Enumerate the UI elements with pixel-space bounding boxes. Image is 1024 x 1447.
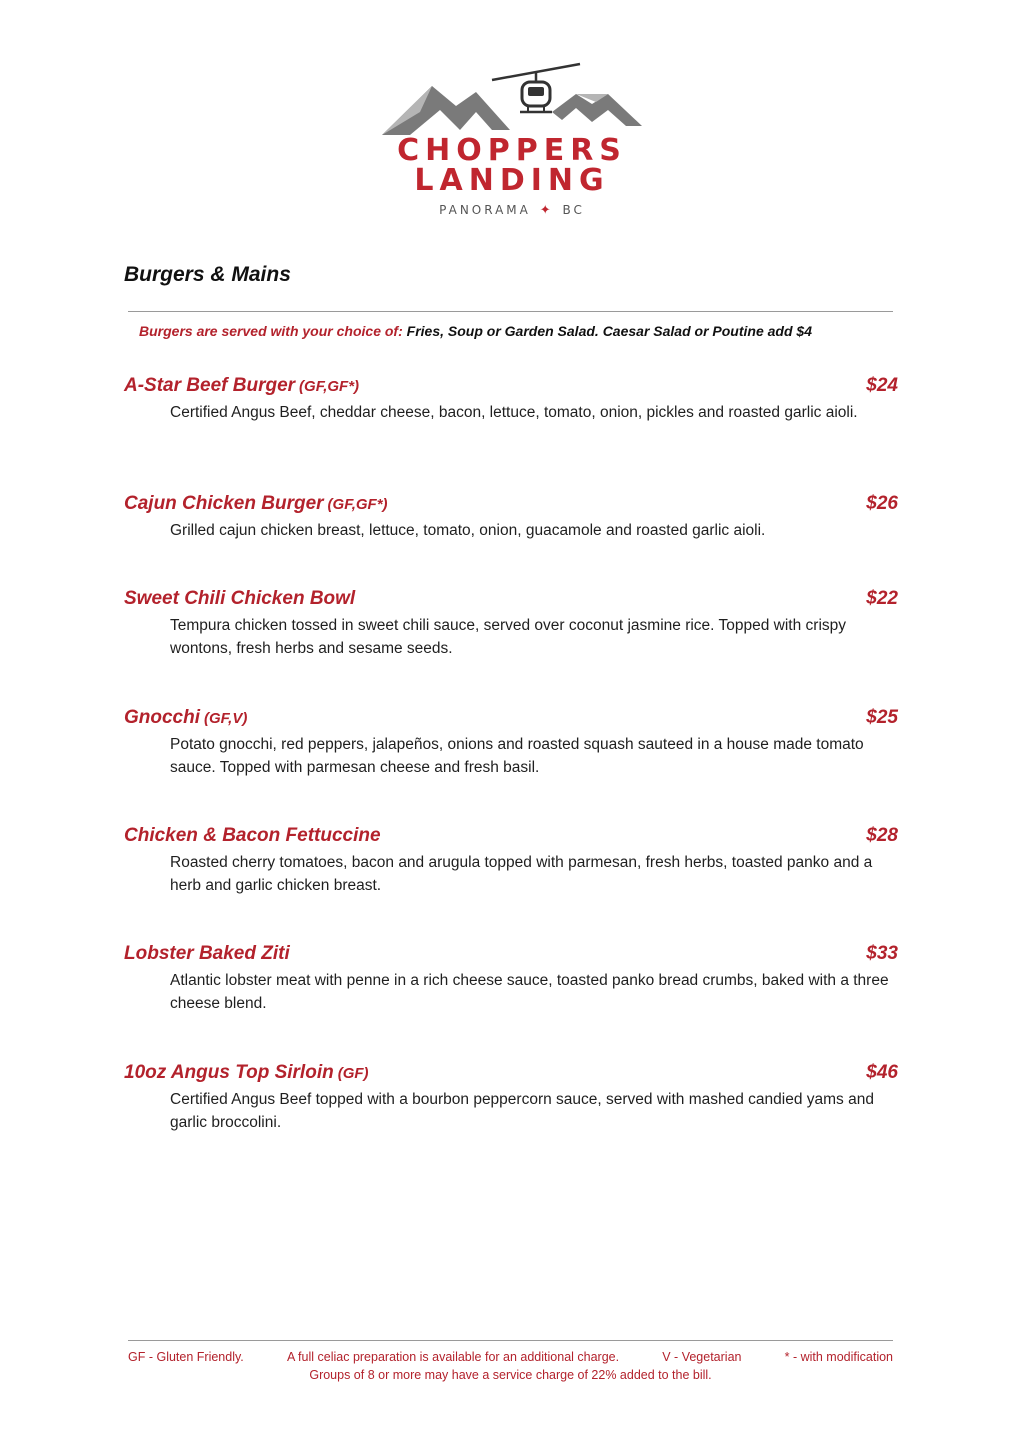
restaurant-logo [380, 60, 644, 220]
menu-item [124, 375, 898, 424]
serving-note-lead: Burgers are served with your choice of: [139, 323, 403, 339]
mountain-helicopter-icon [380, 60, 644, 140]
menu-item-description: Potato gnocchi, red peppers, jalapeños, onions and roasted squash sauteed in a house made tomato sauce. Topped with parmesan cheese and fresh basil. [170, 736, 864, 776]
menu-item-header [124, 375, 898, 399]
menu-item-price: $46 [866, 1062, 898, 1083]
brand-name-line2: LANDING [414, 163, 610, 198]
menu-item-name: 10oz Angus Top Sirloin [124, 1062, 334, 1083]
menu-item-description: Certified Angus Beef, cheddar cheese, bacon, lettuce, tomato, onion, pickles and roasted garlic aioli. [170, 404, 858, 421]
footer-mod-note: * - with modification [784, 1350, 893, 1364]
brand-name-line1: CHOPPERS [397, 133, 627, 168]
menu-item-tags: (GF) [337, 1065, 369, 1082]
footer-gf-note: GF - Gluten Friendly. [128, 1350, 244, 1364]
serving-note [139, 323, 812, 339]
menu-item-description: Tempura chicken tossed in sweet chili sauce, served over coconut jasmine rice. Topped with crispy wontons, fresh herbs and sesame seeds. [170, 617, 847, 657]
footer-veg-note: V - Vegetarian [662, 1350, 742, 1364]
menu-item-price: $28 [866, 825, 898, 846]
menu-item-description: Roasted cherry tomatoes, bacon and arugula topped with parmesan, fresh herbs, toasted panko and a herb and garlic chicken breast. [170, 854, 873, 894]
menu-item-tags: (GF,GF*) [327, 496, 388, 513]
menu-item-price: $24 [866, 375, 898, 396]
menu-item [124, 825, 898, 897]
brand-location-right: BC [562, 203, 585, 217]
menu-item [124, 943, 898, 1015]
menu-item-name: Lobster Baked Ziti [124, 943, 290, 964]
footer-divider [128, 1340, 893, 1341]
menu-item-description: Atlantic lobster meat with penne in a rich cheese sauce, toasted panko bread crumbs, baked with a three cheese blend. [170, 972, 889, 1012]
menu-item [124, 1062, 898, 1134]
footer-groups-note: Groups of 8 or more may have a service charge of 22% added to the bill. [309, 1368, 712, 1382]
menu-item-price: $26 [866, 493, 898, 514]
menu-item [124, 588, 898, 660]
menu-item-name: Sweet Chili Chicken Bowl [124, 588, 356, 609]
mountain-left-shape [382, 86, 510, 135]
section-title: Burgers & Mains [124, 263, 291, 286]
maple-leaf-icon: ✦ [539, 203, 554, 218]
section-divider [128, 311, 893, 312]
serving-note-options: Fries, Soup or Garden Salad. Caesar Salad or Poutine add $4 [406, 323, 812, 339]
menu-item [124, 707, 898, 779]
footer-celiac-note: A full celiac preparation is available for an additional charge. [286, 1350, 620, 1364]
brand-location [380, 203, 644, 218]
menu-item-header [124, 943, 898, 967]
menu-item-header [124, 825, 898, 849]
menu-item-description: Certified Angus Beef topped with a bourbon peppercorn sauce, served with mashed candied yams and garlic broccolini. [170, 1091, 874, 1131]
menu-item-price: $22 [866, 588, 898, 609]
menu-item [124, 493, 898, 542]
menu-item-tags: (GF,V) [204, 710, 248, 727]
menu-item-header [124, 588, 898, 612]
menu-item-name: Gnocchi [124, 707, 201, 728]
menu-item-header [124, 493, 898, 517]
brand-location-left: PANORAMA [439, 203, 531, 217]
menu-item-name: Chicken & Bacon Fettuccine [124, 825, 381, 846]
menu-item-header [124, 1062, 898, 1086]
footer-legend [128, 1350, 893, 1364]
menu-item-description: Grilled cajun chicken breast, lettuce, tomato, onion, guacamole and roasted garlic aioli. [170, 522, 766, 539]
menu-item-tags: (GF,GF*) [299, 378, 360, 395]
menu-item-price: $33 [866, 943, 898, 964]
menu-item-price: $25 [866, 707, 898, 728]
menu-item-header [124, 707, 898, 731]
menu-item-name: A-Star Beef Burger [124, 375, 296, 396]
menu-item-name: Cajun Chicken Burger [124, 493, 324, 514]
